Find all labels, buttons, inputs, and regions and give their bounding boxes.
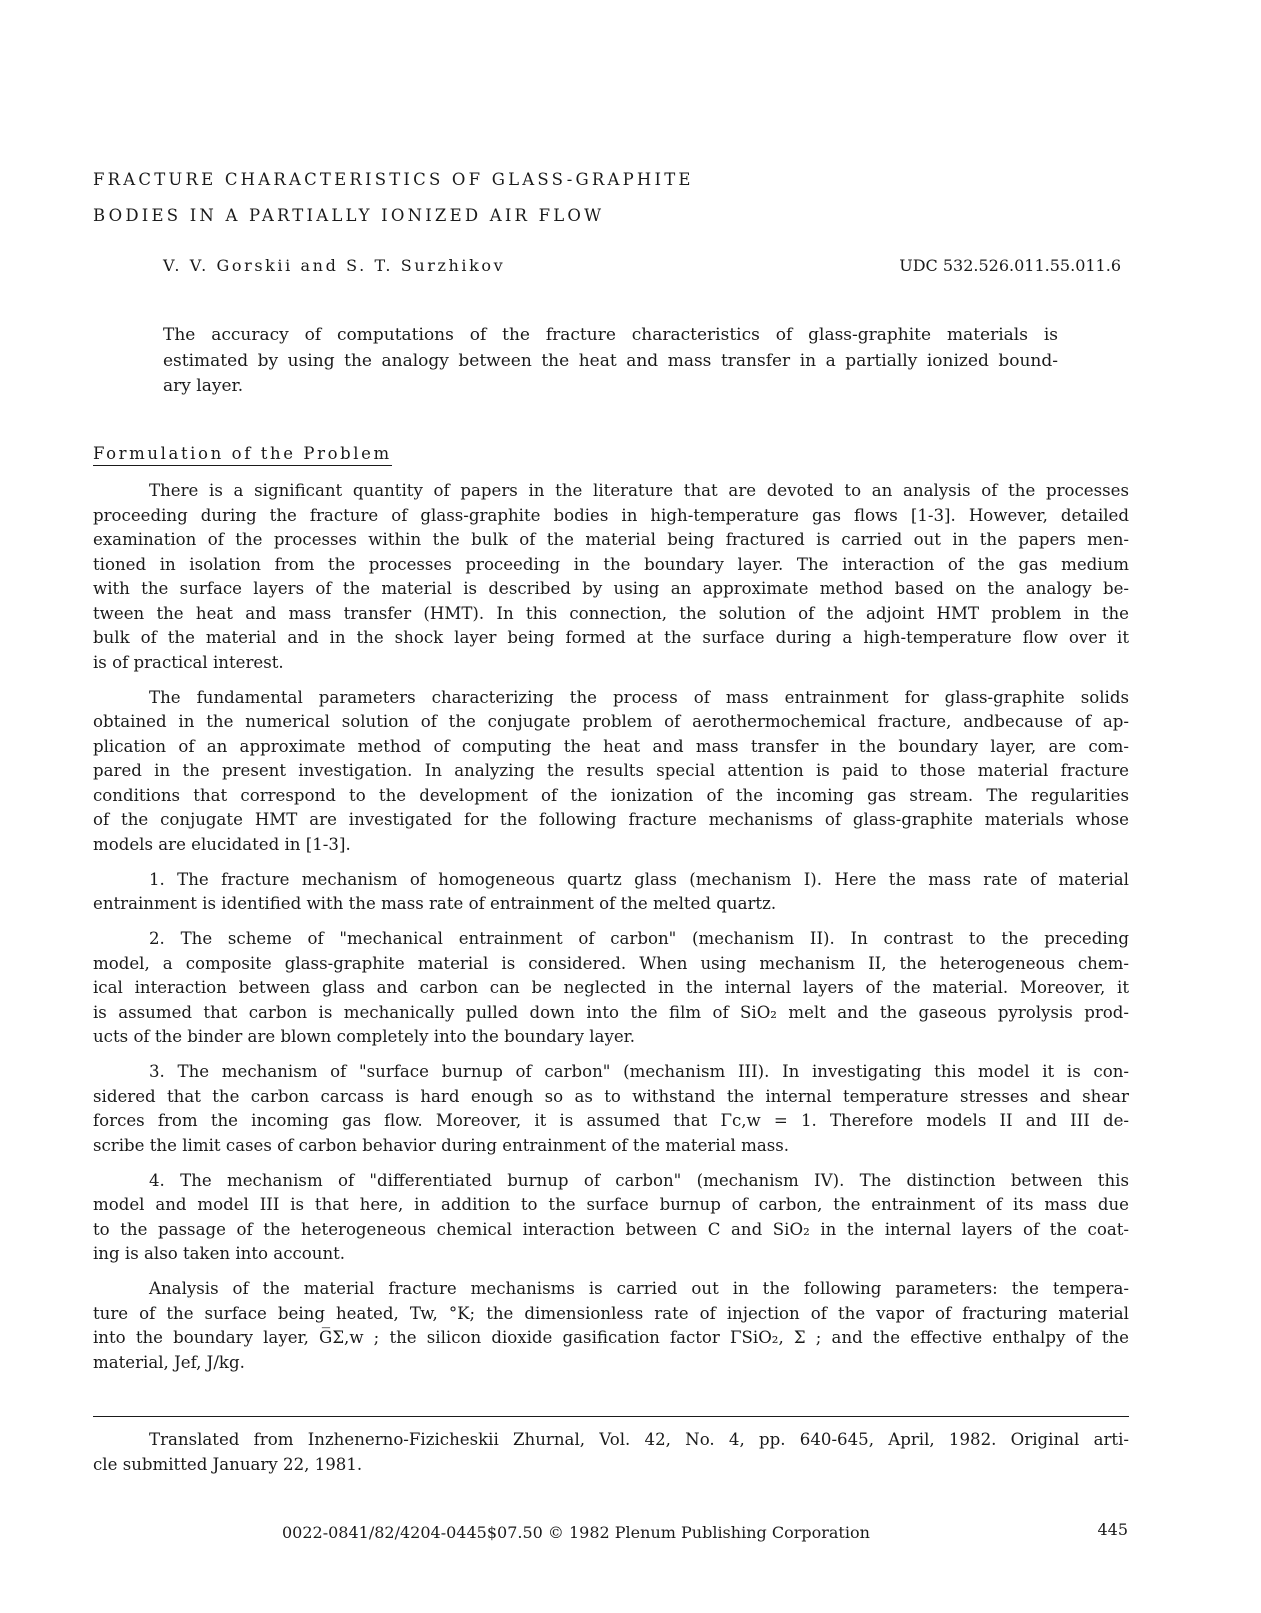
text-line: 2. The scheme of "mechanical entrainment of carbon" (mechanism II). In contrast to the preceding [149, 929, 1129, 948]
text-line: tween the heat and mass transfer (HMT). In this connection, the solution of the adjoint HMT problem in the [93, 603, 1129, 623]
udc-code: UDC 532.526.011.55.011.6 [899, 256, 1121, 275]
title-line-2: BODIES IN A PARTIALLY IONIZED AIR FLOW [93, 206, 605, 225]
text-line: tioned in isolation from the processes proceeding in the boundary layer. The interaction of the gas medium [93, 554, 1129, 574]
text-line: obtained in the numerical solution of the conjugate problem of aerothermochemical fracture, andbecause of ap- [93, 712, 1129, 731]
paragraph-mechanism-4 [93, 1169, 1129, 1267]
text-line: is assumed that carbon is mechanically pulled down into the film of SiO₂ melt and the gaseous pyrolysis prod- [93, 1002, 1129, 1022]
text-line: conditions that correspond to the development of the ionization of the incoming gas stream. The regularities [93, 785, 1129, 805]
abstract-line: estimated by using the analogy between the heat and mass transfer in a partially ionized bound- [163, 350, 1058, 371]
abstract-line: The accuracy of computations of the fracture characteristics of glass-graphite materials is [163, 325, 1058, 345]
section-heading: Formulation of the Problem [93, 444, 392, 466]
title-line-1: FRACTURE CHARACTERISTICS OF GLASS-GRAPHITE [93, 170, 694, 189]
text-line: 1. The fracture mechanism of homogeneous quartz glass (mechanism I). Here the mass rate of material [149, 869, 1129, 889]
text-line: The fundamental parameters characterizing the process of mass entrainment for glass-graphite solids [149, 687, 1129, 707]
paragraph-mechanism-2 [93, 927, 1129, 1050]
text-line: 3. The mechanism of "surface burnup of carbon" (mechanism III). In investigating this model it is con- [149, 1062, 1129, 1081]
page-number: 445 [1097, 1520, 1128, 1539]
abstract-line: ary layer. [163, 376, 244, 396]
text-line: There is a significant quantity of papers in the literature that are devoted to an analysis of the processes [149, 481, 1129, 500]
text-line: examination of the processes within the bulk of the material being fractured is carried out in the papers men- [93, 530, 1129, 549]
text-line: of the conjugate HMT are investigated for the following fracture mechanisms of glass-graphite materials whose [93, 810, 1129, 829]
text-line: models are elucidated in [1-3]. [93, 834, 351, 854]
text-line: ing is also taken into account. [93, 1244, 346, 1263]
text-line: pared in the present investigation. In analyzing the results special attention is paid to those material fracture [93, 761, 1129, 780]
text-line: forces from the incoming gas flow. Moreover, it is assumed that Γc,w = 1. Therefore models II and III de- [93, 1111, 1129, 1130]
footnote-line: Translated from Inzhenerno-Fizicheskii Zhurnal, Vol. 42, No. 4, pp. 640-645, April, 1982. Original arti- [149, 1430, 1129, 1449]
paragraph [93, 1277, 1129, 1375]
text-line: sidered that the carbon carcass is hard enough so as to withstand the internal temperature stresses and shear [93, 1086, 1129, 1106]
text-line: ture of the surface being heated, Tw, °K; the dimensionless rate of injection of the vapor of fracturing material [93, 1303, 1129, 1323]
text-line: 4. The mechanism of "differentiated burnup of carbon" (mechanism IV). The distinction between this [149, 1170, 1129, 1190]
text-line: ical interaction between glass and carbon can be neglected in the internal layers of the material. Moreover, it [93, 978, 1129, 997]
text-line: plication of an approximate method of computing the heat and mass transfer in the boundary layer, are com- [93, 736, 1129, 756]
paragraph [93, 686, 1129, 858]
paragraph-mechanism-1 [93, 868, 1129, 917]
footnote-rule [93, 1416, 1129, 1417]
body-text [93, 479, 1129, 1386]
text-line: entrainment is identified with the mass rate of entrainment of the melted quartz. [93, 894, 777, 913]
text-line: bulk of the material and in the shock layer being formed at the surface during a high-temperature flow over it [93, 628, 1129, 647]
text-line: material, Jef, J/kg. [93, 1352, 245, 1372]
authors: V. V. Gorskii and S. T. Surzhikov [163, 256, 506, 275]
text-line: scribe the limit cases of carbon behavior during entrainment of the material mass. [93, 1135, 790, 1155]
text-line: with the surface layers of the material is described by using an approximate method based on the analogy be- [93, 579, 1129, 598]
footnote [93, 1428, 1129, 1477]
paragraph-mechanism-3 [93, 1060, 1129, 1158]
paragraph [93, 479, 1129, 675]
footnote-line: cle submitted January 22, 1981. [93, 1454, 363, 1474]
text-line: model, a composite glass-graphite material is considered. When using mechanism II, the heterogeneous chem- [93, 953, 1129, 973]
text-line: Analysis of the material fracture mechanisms is carried out in the following parameters: the tempera- [149, 1279, 1129, 1298]
text-line: into the boundary layer, G̅Σ,w ; the silicon dioxide gasification factor ΓSiO₂, Σ ; and the effective enthalpy of the [93, 1328, 1129, 1347]
text-line: model and model III is that here, in addition to the surface burnup of carbon, the entrainment of its mass due [93, 1195, 1129, 1214]
text-line: is of practical interest. [93, 652, 284, 672]
abstract [163, 323, 1058, 400]
footer-code: 0022-0841/82/4204-0445$07.50 © 1982 Plenum Publishing Corporation [282, 1523, 870, 1542]
text-line: proceeding during the fracture of glass-graphite bodies in high-temperature gas flows [1-3]. However, detailed [93, 505, 1129, 525]
text-line: ucts of the binder are blown completely into the boundary layer. [93, 1027, 636, 1046]
text-line: to the passage of the heterogeneous chemical interaction between C and SiO₂ in the internal layers of the coat- [93, 1219, 1129, 1239]
